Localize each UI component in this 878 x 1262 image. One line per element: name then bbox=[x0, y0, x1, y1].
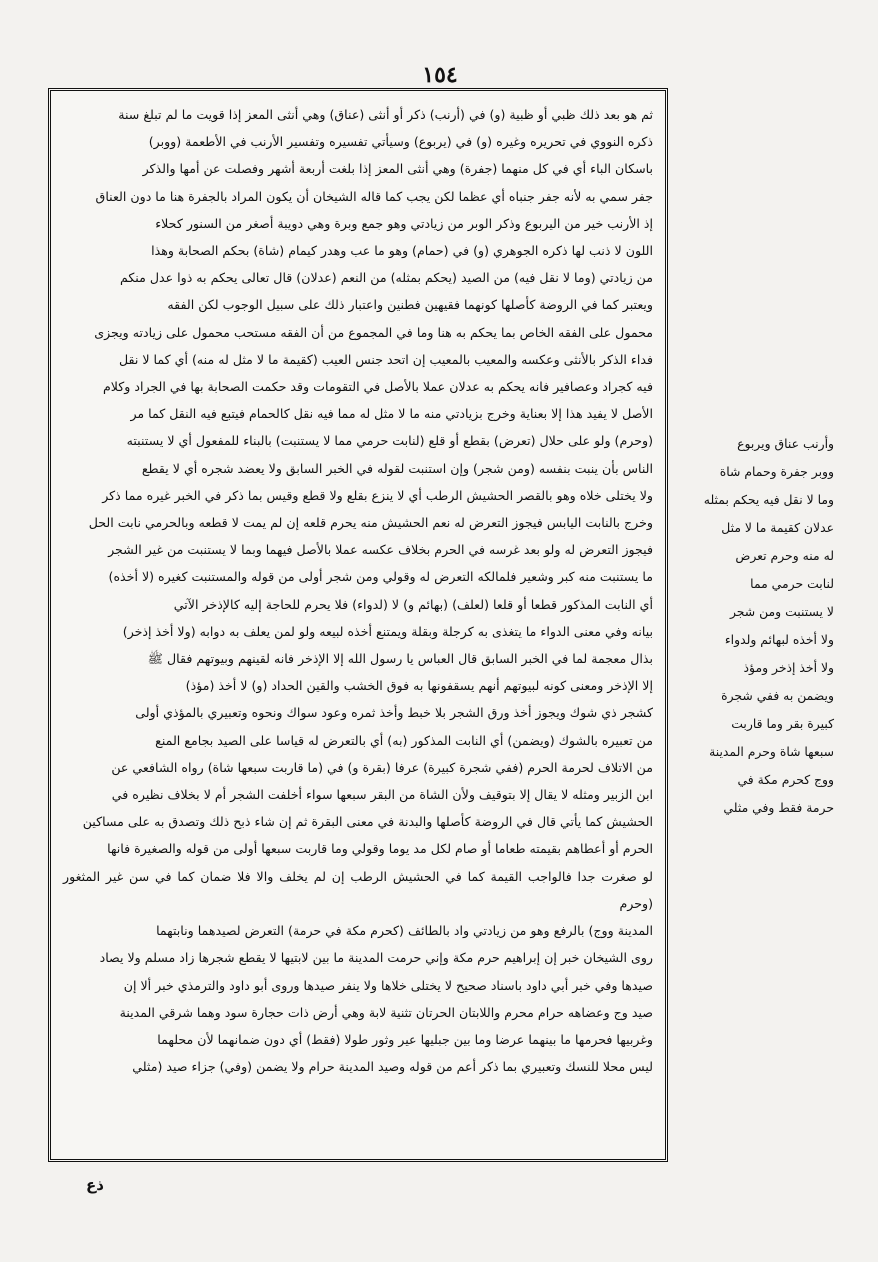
text-line: إذ الأرنب خير من اليربوع وذكر الوبر من زيادتي وهو جمع وبرة وهي دويبة أصغر من السنور كحلاء bbox=[155, 215, 653, 231]
text-line: بيانه وفي معنى الدواء ما يتغذى به كرجلة وبقلة ويمتنع أخذه لبيعه ولو لمن يعلف به دوابه (ولا أخذ إذخر) bbox=[122, 623, 653, 639]
text-line: من زيادتي (وما لا نقل فيه) من الصيد (يحكم بمثله) من النعم (عدلان) قال تعالى يحكم به ذوا عدل منكم bbox=[119, 270, 653, 286]
text-line: فداء الذكر بالأنثى وعكسه والمعيب بالمعيب إن اتحد جنس العيب (كقيمة ما لا مثل له منه) أي كما لا نقل bbox=[118, 351, 653, 367]
text-line: الحشيش كما يأتي قال في الروضة كأصلها والبدنة في معنى البقرة ثم إن شاء ذبح ذلك وتصدق به على مساكين bbox=[82, 814, 653, 830]
margin-line: وما لا نقل فيه يحكم بمثله bbox=[703, 492, 834, 507]
margin-line: ولا أخذه لبهائم ولدواء bbox=[724, 632, 834, 647]
text-line: الحرم أو أعطاهم بقيمته طعاما أو صام لكل مد يوما وقولي وما قاربت سبعها أولى من قوله والصغيرة فانها bbox=[107, 841, 653, 857]
text-line: ولا يختلى خلاه وهو بالقصر الحشيش الرطب أي لا ينزع بقلع ولا قطع وقيس بما ذكر في الخبر غيره مما ذكر bbox=[102, 487, 653, 503]
margin-line: ووج كحرم مكة في bbox=[737, 772, 834, 787]
text-line: فيه كجراد وعصافير فانه يحكم به عدلان عملا بالأصل في التقومات وقد حكمت الصحابة بها في الجراد وكلام bbox=[102, 379, 653, 395]
text-line: باسكان الباء أي في كل منهما (جفرة) وهي أنثى المعز إذا بلغت أربعة أشهر وفصلت عن أمها والذكر bbox=[142, 161, 653, 177]
text-line: صيد وج وعضاهه حرام محرم واللابتان الحرتان تثنية لابة وهي أرض ذات حجارة سود وهما شرقي المدينة bbox=[119, 1004, 653, 1020]
text-line: ما يستنبت منه كبر وشعير فلمالكه التعرض له وقولي ومن شجر أولى من قوله والمستنبت كغيره (لا أخذه) bbox=[108, 569, 653, 585]
text-line: بذال معجمة لما في الخبر السابق قال العباس يا رسول الله إلا الإذخر فانه لقينهم وبيوتهم فقال ﷺ bbox=[147, 651, 653, 667]
main-text-frame bbox=[48, 88, 668, 1162]
text-line: صيدها وفي خبر أبي داود باسناد صحيح لا يختلى خلاها ولا ينفر صيدها وروى أبو داود والترمذي خبر ألا إن bbox=[123, 977, 653, 993]
margin-matn-text bbox=[684, 430, 834, 822]
text-line: روى الشيخان خبر إن إبراهيم حرم مكة وإني حرمت المدينة ما بين لابتيها لا يقطع شجرها زاد مسلم ولا يصاد bbox=[99, 950, 653, 966]
margin-line: ووبر جفرة وحمام شاة bbox=[719, 464, 834, 479]
margin-line: لا يستنبت ومن شجر bbox=[729, 604, 834, 619]
margin-line: له منه وحرم تعرض bbox=[735, 548, 834, 563]
text-line: الناس بأن ينبت بنفسه (ومن شجر) وإن استنبت لقوله في الخبر السابق ولا يعضد شجره أي لا يقطع bbox=[141, 460, 653, 476]
commentary-text bbox=[51, 91, 665, 1090]
text-line: إلا الإذخر ومعنى كونه لبيوتهم أنهم يسقفونها به فوق الخشب والقين الحداد (و) لا أخذ (مؤذ) bbox=[185, 678, 653, 694]
text-line: وغربيها فحرمها ما بينهما عرضا وما بين جبليها عير وثور طولا (فقط) أي دون ضمانهما لأن محلهما bbox=[157, 1031, 653, 1047]
margin-line: سبعها شاة وحرم المدينة bbox=[709, 744, 834, 759]
text-line: من الاتلاف لحرمة الحرم (ففي شجرة كبيرة) عرفا (بقرة و) في (ما قاربت سبعها شاة) رواه الشافعي عن bbox=[111, 759, 653, 775]
text-line: المدينة ووج) بالرفع وهو من زيادتي واد بالطائف (كحرم مكة في حرمة) التعرض لصيدهما ونابتهما bbox=[156, 923, 653, 939]
text-line: وخرج بالنابت اليابس فيجوز التعرض له نعم الحشيش منه يحرم قلعه إن لم يمت لا قطعه وبالحرمي نابت الحل bbox=[88, 515, 653, 531]
text-line: محمول على الفقه الخاص بما يحكم به هنا وما في المجموع من أن الفقه مستحب محمول على زيادته ويجزى bbox=[94, 324, 653, 340]
margin-line: وأرنب عناق ويربوع bbox=[737, 436, 834, 451]
text-line: ليس محلا للنسك وتعبيري بما ذكر أعم من قوله وصيد المدينة حرام ولا يضمن (وفي) جزاء صيد (مثلي bbox=[132, 1059, 653, 1075]
page-number: ١٥٤ bbox=[422, 62, 458, 88]
catchword: ذع bbox=[86, 1176, 104, 1194]
margin-line: عدلان كقيمة ما لا مثل bbox=[721, 520, 834, 535]
text-line: كشجر ذي شوك ويجوز أخذ ورق الشجر بلا خبط وأخذ ثمره وعود سواك ونحوه وتعبيري بالمؤذي أولى bbox=[135, 705, 653, 721]
text-line: من تعبيره بالشوك (ويضمن) أي النابت المذكور (به) أي بالتعرض له قياسا على الصيد بجامع المنع bbox=[155, 732, 653, 748]
text-line: الأصل لا يفيد هذا إلا بعناية وخرج بزيادتي منه ما لا مثل له مما فيه نقل كالحمام فيتبع فيه النقل كما مر bbox=[130, 406, 653, 422]
text-line: ابن الزبير ومثله لا يقال إلا بتوقيف ولأن الشاة من البقر سبعها سواء أخلفت الشجر أم لا بخلاف نظيره في bbox=[111, 787, 653, 803]
text-line: ويعتبر كما في الروضة كأصلها كونهما فقيهين فطنين واعتبار ذلك على سبيل الوجوب لكن الفقه bbox=[167, 297, 653, 313]
text-line: ثم هو بعد ذلك ظبي أو ظبية (و) في (أرنب) ذكر أو أنثى (عناق) وهي أنثى المعز إذا قويت ما لم تبلغ سنة bbox=[118, 107, 653, 122]
text-line: (وحرم) ولو على حلال (تعرض) بقطع أو قلع (لنابت حرمي مما لا يستنبت) بالبناء للمفعول أي لا يستنبته bbox=[126, 433, 653, 449]
margin-line: كبيرة بقر وما قاربت bbox=[731, 716, 834, 731]
margin-line: ويضمن به ففي شجرة bbox=[721, 688, 834, 703]
text-line: لو صغرت جدا فالواجب القيمة كما في الحشيش الرطب إن لم يخلف والا فلا ضمان كما في سن غير المثغور (وحرم bbox=[63, 868, 653, 911]
margin-line: لنابت حرمي مما bbox=[750, 576, 834, 591]
margin-line: ولا أخذ إذخر ومؤذ bbox=[743, 660, 834, 675]
text-line: اللون لا ذنب لها ذكره الجوهري (و) في (حمام) وهو ما عب وهدر كيمام (شاة) بحكم الصحابة وهذا bbox=[151, 243, 653, 259]
text-line: ذكره النووي في تحريره وغيره (و) في (يربوع) وسيأتي تفسيره وتفسير الأرنب في الأطعمة (ووبر) bbox=[148, 134, 653, 150]
text-line: جفر سمي به لأنه جفر جنباه أي عظما لكن يجب كما قاله الشيخان أن يكون المراد بالجفرة هنا ما دون العناق bbox=[95, 188, 653, 204]
text-line: فيجوز التعرض له ولو بعد غرسه في الحرم بخلاف عكسه عملا بالأصل فيهما وبما لا يستنبت من غير الشجر bbox=[108, 542, 653, 558]
margin-line: حرمة فقط وفي مثلي bbox=[723, 800, 834, 815]
text-line: أي النابت المذكور قطعا أو قلعا (لعلف) (بهائم و) لا (لدواء) فلا يحرم للحاجة إليه كالإذخر الآتي bbox=[173, 596, 653, 612]
